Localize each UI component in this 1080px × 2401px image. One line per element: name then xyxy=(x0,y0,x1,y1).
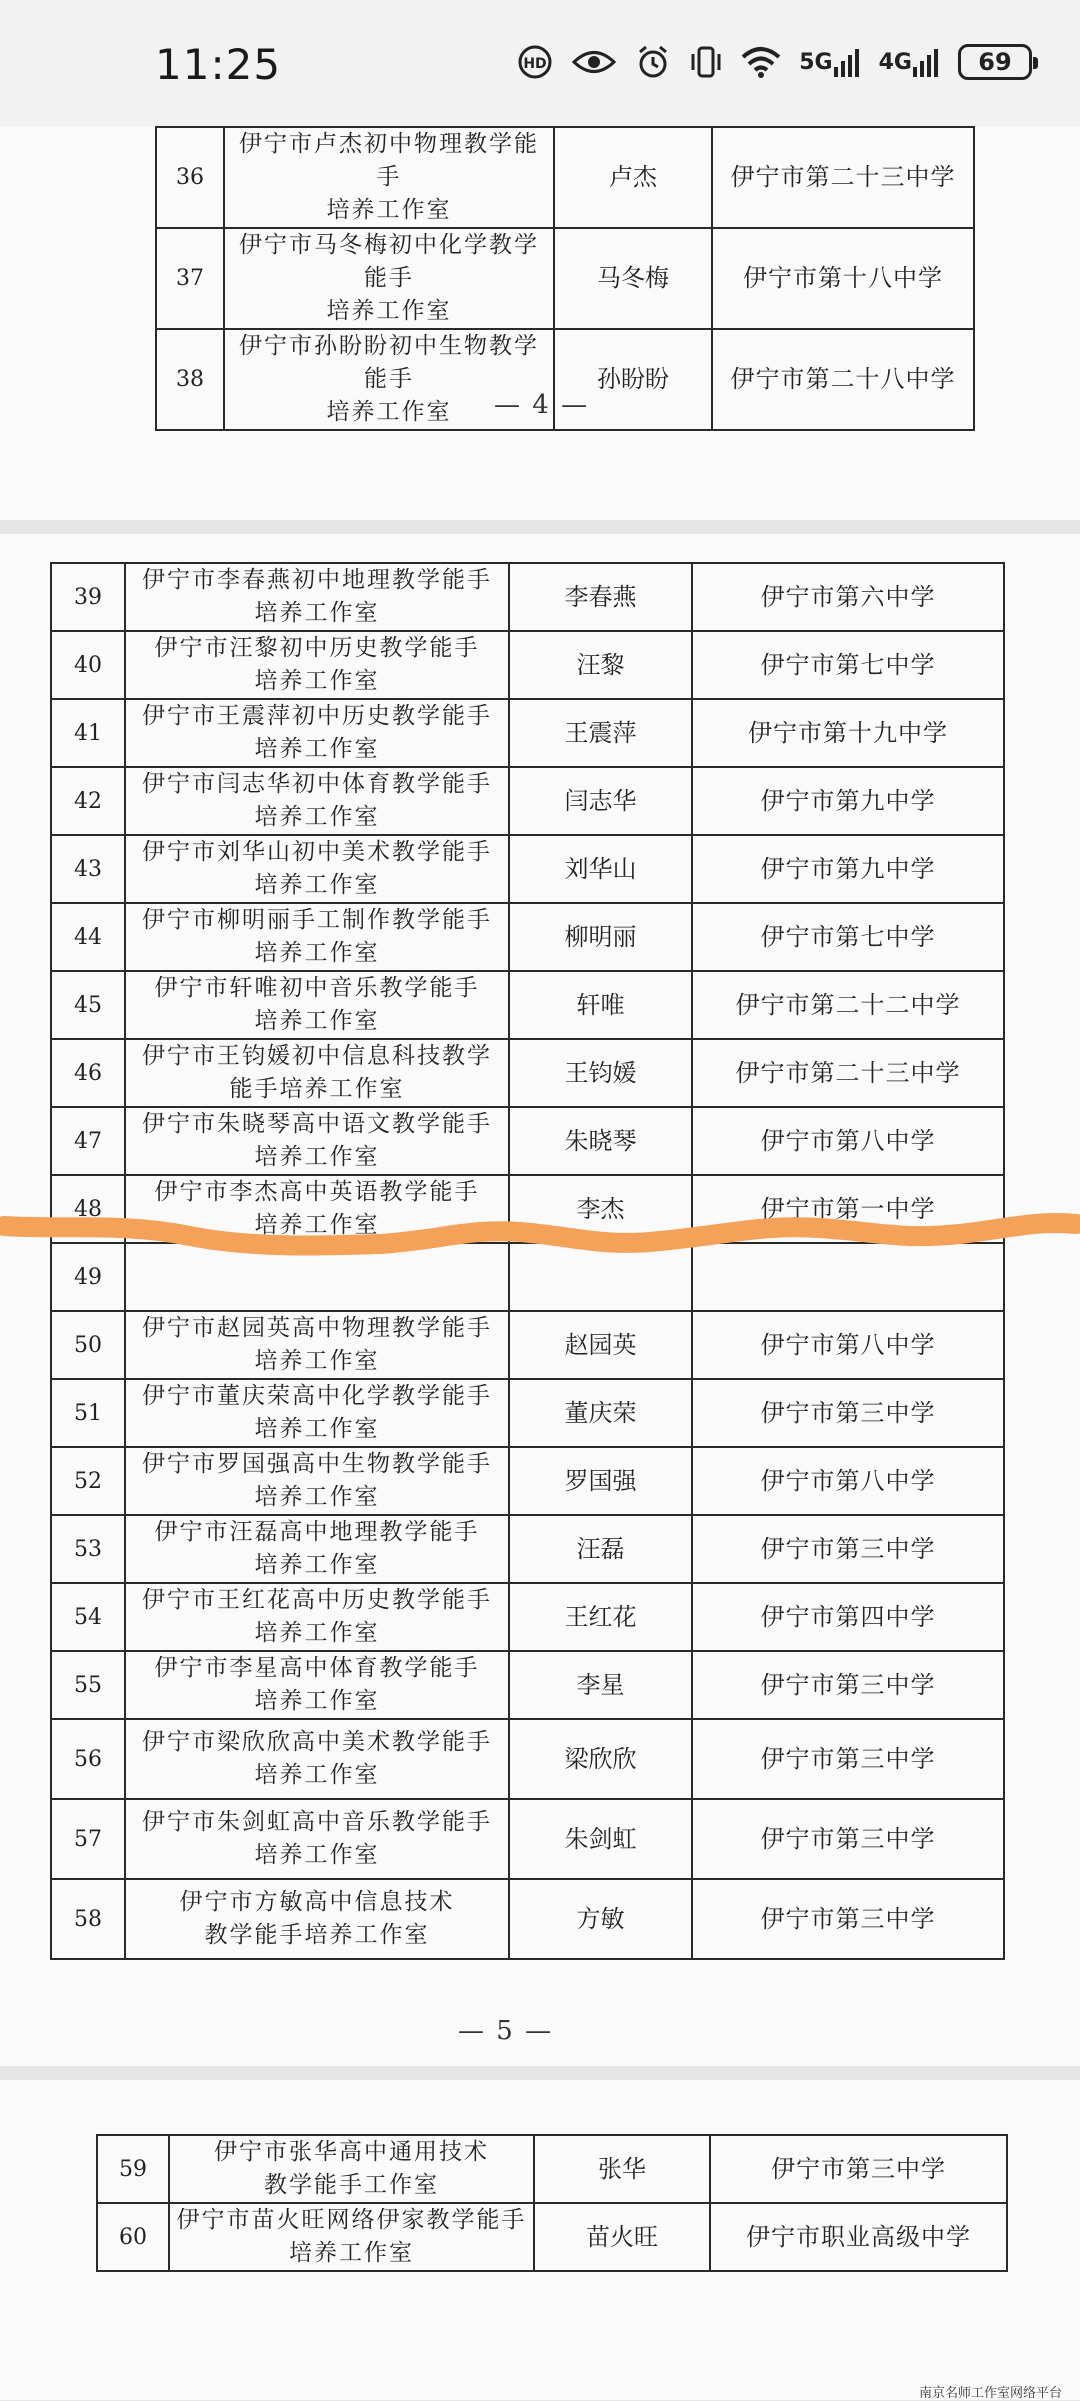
table-row xyxy=(97,2135,1007,2203)
workshop-name xyxy=(125,1799,509,1879)
workshop-name-line-2: 培养工作室 xyxy=(254,1212,380,1238)
leader-name: 赵园英 xyxy=(509,1311,692,1379)
school-name: 伊宁市第十八中学 xyxy=(712,228,974,329)
row-number: 50 xyxy=(51,1311,125,1379)
school-name: 伊宁市第二十三中学 xyxy=(692,1039,1004,1107)
school-name: 伊宁市第三中学 xyxy=(692,1515,1004,1583)
leader-name: 刘华山 xyxy=(509,835,692,903)
row-number: 43 xyxy=(51,835,125,903)
workshop-name-line-1: 伊宁市刘华山初中美术教学能手 xyxy=(142,839,492,865)
table-row xyxy=(51,1243,1004,1311)
school-name: 伊宁市第三中学 xyxy=(710,2135,1007,2203)
row-number: 54 xyxy=(51,1583,125,1651)
workshop-name-line-1: 伊宁市朱剑虹高中音乐教学能手 xyxy=(142,1809,492,1835)
leader-name: 汪黎 xyxy=(509,631,692,699)
table-row xyxy=(51,699,1004,767)
leader-name: 王震萍 xyxy=(509,699,692,767)
signal-5g-label: 5G xyxy=(799,49,833,75)
workshop-name-line-1: 伊宁市轩唯初中音乐教学能手 xyxy=(154,975,480,1001)
document-page-4 xyxy=(0,126,1080,520)
workshop-name-line-1: 伊宁市赵园英高中物理教学能手 xyxy=(142,1315,492,1341)
workshop-name-line-2: 能手培养工作室 xyxy=(229,1076,405,1102)
workshop-name-line-1: 伊宁市王红花高中历史教学能手 xyxy=(142,1587,492,1613)
leader-name: 王钧媛 xyxy=(509,1039,692,1107)
table-row xyxy=(51,767,1004,835)
row-number: 47 xyxy=(51,1107,125,1175)
page-number: — 4 — xyxy=(494,390,590,420)
row-number: 53 xyxy=(51,1515,125,1583)
row-number: 58 xyxy=(51,1879,125,1959)
school-name: 伊宁市第八中学 xyxy=(692,1447,1004,1515)
eye-icon xyxy=(571,47,617,77)
workshop-name-line-1: 伊宁市方敏高中信息技术 xyxy=(179,1889,455,1915)
workshop-name-line-2: 培养工作室 xyxy=(254,872,380,898)
table-row xyxy=(156,127,974,228)
signal-4g-label: 4G xyxy=(878,49,912,75)
leader-name: 董庆荣 xyxy=(509,1379,692,1447)
workshop-name-line-1: 伊宁市李春燕初中地理教学能手 xyxy=(142,567,492,593)
row-number: 52 xyxy=(51,1447,125,1515)
workshop-name-line-2: 培养工作室 xyxy=(254,1416,380,1442)
leader-name: 李杰 xyxy=(509,1175,692,1243)
table-row xyxy=(51,1719,1004,1799)
leader-name: 王红花 xyxy=(509,1583,692,1651)
workshop-name xyxy=(125,699,509,767)
table-row xyxy=(51,971,1004,1039)
school-name: 伊宁市第七中学 xyxy=(692,903,1004,971)
leader-name: 轩唯 xyxy=(509,971,692,1039)
workshop-name-line-1: 伊宁市柳明丽手工制作教学能手 xyxy=(142,907,492,933)
workshop-name xyxy=(125,1515,509,1583)
row-number: 41 xyxy=(51,699,125,767)
leader-name: 李春燕 xyxy=(509,563,692,631)
row-number: 39 xyxy=(51,563,125,631)
workshop-name-line-2: 培养工作室 xyxy=(254,1144,380,1170)
school-name: 伊宁市职业高级中学 xyxy=(710,2203,1007,2271)
school-name: 伊宁市第三中学 xyxy=(692,1379,1004,1447)
workshop-name-line-2: 培养工作室 xyxy=(254,736,380,762)
row-number: 45 xyxy=(51,971,125,1039)
document-page-5 xyxy=(0,534,1080,2066)
table-row xyxy=(51,903,1004,971)
workshop-name-line-2: 培养工作室 xyxy=(254,600,380,626)
leader-name: 罗国强 xyxy=(509,1447,692,1515)
workshop-name xyxy=(125,631,509,699)
workshop-name-line-2: 教学能手培养工作室 xyxy=(204,1922,430,1948)
document-page-6 xyxy=(0,2080,1080,2400)
workshop-name-line-1: 伊宁市李星高中体育教学能手 xyxy=(154,1655,480,1681)
workshop-name xyxy=(125,1583,509,1651)
workshop-name-line-2: 培养工作室 xyxy=(289,2240,414,2266)
workshop-table-page-6 xyxy=(96,2134,1008,2272)
leader-name: 闫志华 xyxy=(509,767,692,835)
workshop-name xyxy=(125,1243,509,1311)
workshop-name xyxy=(169,2203,534,2271)
workshop-name-line-2: 培养工作室 xyxy=(254,1484,380,1510)
school-name: 伊宁市第八中学 xyxy=(692,1311,1004,1379)
leader-name: 汪磊 xyxy=(509,1515,692,1583)
row-number: 37 xyxy=(156,228,224,329)
row-number: 56 xyxy=(51,1719,125,1799)
table-row xyxy=(97,2203,1007,2271)
row-number: 60 xyxy=(97,2203,169,2271)
school-name: 伊宁市第九中学 xyxy=(692,835,1004,903)
row-number: 49 xyxy=(51,1243,125,1311)
workshop-name xyxy=(125,1379,509,1447)
leader-name: 方敏 xyxy=(509,1879,692,1959)
school-name: 伊宁市第三中学 xyxy=(692,1879,1004,1959)
table-row xyxy=(51,1379,1004,1447)
workshop-name xyxy=(125,835,509,903)
row-number: 36 xyxy=(156,127,224,228)
school-name: 伊宁市第三中学 xyxy=(692,1719,1004,1799)
signal-4g-icon xyxy=(879,47,940,77)
watermark: 南京名师工作室网络平台 xyxy=(918,2386,1062,2401)
workshop-name-line-2: 培养工作室 xyxy=(254,668,380,694)
row-number: 46 xyxy=(51,1039,125,1107)
page-number: — 5 — xyxy=(458,2016,554,2046)
leader-name: 李星 xyxy=(509,1651,692,1719)
wifi-icon xyxy=(741,46,781,78)
workshop-name-line-2: 培养工作室 xyxy=(254,1008,380,1034)
workshop-name-line-1: 伊宁市马冬梅初中化学教学能手 xyxy=(239,232,539,291)
school-name: 伊宁市第十九中学 xyxy=(692,699,1004,767)
table-row xyxy=(51,1583,1004,1651)
school-name xyxy=(692,1243,1004,1311)
workshop-table-page-5 xyxy=(50,562,1005,1960)
row-number: 44 xyxy=(51,903,125,971)
school-name: 伊宁市第七中学 xyxy=(692,631,1004,699)
workshop-name xyxy=(125,563,509,631)
leader-name: 朱剑虹 xyxy=(509,1799,692,1879)
row-number: 57 xyxy=(51,1799,125,1879)
workshop-name-line-2: 培养工作室 xyxy=(254,1348,380,1374)
workshop-name-line-1: 伊宁市梁欣欣高中美术教学能手 xyxy=(142,1729,492,1755)
workshop-name-line-1: 伊宁市汪磊高中地理教学能手 xyxy=(154,1519,480,1545)
leader-name: 柳明丽 xyxy=(509,903,692,971)
table-row xyxy=(156,228,974,329)
table-row xyxy=(51,835,1004,903)
workshop-name-line-2: 培养工作室 xyxy=(326,399,452,425)
workshop-name-line-1: 伊宁市张华高中通用技术 xyxy=(214,2139,489,2165)
workshop-name xyxy=(125,1719,509,1799)
table-row xyxy=(51,1175,1004,1243)
workshop-name xyxy=(125,767,509,835)
table-row xyxy=(51,631,1004,699)
workshop-name xyxy=(125,1175,509,1243)
workshop-name-line-2: 培养工作室 xyxy=(254,1552,380,1578)
school-name: 伊宁市第三中学 xyxy=(692,1799,1004,1879)
school-name: 伊宁市第二十八中学 xyxy=(712,329,974,430)
clock: 11:25 xyxy=(155,40,282,89)
workshop-name-line-1: 伊宁市卢杰初中物理教学能手 xyxy=(239,131,539,190)
table-row xyxy=(51,563,1004,631)
table-row xyxy=(51,1447,1004,1515)
workshop-name-line-1: 伊宁市王钧媛初中信息科技教学 xyxy=(142,1043,492,1069)
workshop-name xyxy=(125,1879,509,1959)
row-number: 48 xyxy=(51,1175,125,1243)
table-row xyxy=(51,1515,1004,1583)
workshop-name-line-1: 伊宁市苗火旺网络伊家教学能手 xyxy=(176,2207,527,2233)
workshop-name xyxy=(125,1311,509,1379)
workshop-name xyxy=(224,228,554,329)
workshop-name-line-1: 伊宁市闫志华初中体育教学能手 xyxy=(142,771,492,797)
table-row xyxy=(51,1107,1004,1175)
hd-call-icon xyxy=(517,44,553,80)
workshop-name xyxy=(224,127,554,228)
workshop-name xyxy=(125,1107,509,1175)
workshop-name-line-1: 伊宁市王震萍初中历史教学能手 xyxy=(142,703,492,729)
workshop-name-line-2: 教学能手工作室 xyxy=(264,2172,439,2198)
table-row xyxy=(51,1039,1004,1107)
workshop-name-line-2: 培养工作室 xyxy=(326,197,452,223)
leader-name: 梁欣欣 xyxy=(509,1719,692,1799)
row-number: 51 xyxy=(51,1379,125,1447)
workshop-name-line-2: 培养工作室 xyxy=(254,1620,380,1646)
table-row xyxy=(51,1799,1004,1879)
workshop-name xyxy=(125,971,509,1039)
workshop-name-line-2: 培养工作室 xyxy=(254,1842,380,1868)
school-name: 伊宁市第九中学 xyxy=(692,767,1004,835)
workshop-name-line-1: 伊宁市董庆荣高中化学教学能手 xyxy=(142,1383,492,1409)
workshop-name-line-2: 培养工作室 xyxy=(326,298,452,324)
workshop-name xyxy=(125,1039,509,1107)
table-row xyxy=(51,1879,1004,1959)
school-name: 伊宁市第二十二中学 xyxy=(692,971,1004,1039)
workshop-name-line-1: 伊宁市孙盼盼初中生物教学能手 xyxy=(239,333,539,392)
table-row xyxy=(51,1311,1004,1379)
row-number: 55 xyxy=(51,1651,125,1719)
workshop-name xyxy=(125,903,509,971)
table-row xyxy=(51,1651,1004,1719)
workshop-name-line-1: 伊宁市朱晓琴高中语文教学能手 xyxy=(142,1111,492,1137)
school-name: 伊宁市第一中学 xyxy=(692,1175,1004,1243)
row-number: 40 xyxy=(51,631,125,699)
signal-5g-icon xyxy=(799,47,860,77)
leader-name: 张华 xyxy=(534,2135,710,2203)
battery-icon: 69 xyxy=(958,44,1032,80)
row-number: 42 xyxy=(51,767,125,835)
workshop-name-line-2: 培养工作室 xyxy=(254,804,380,830)
workshop-name-line-2: 培养工作室 xyxy=(254,1688,380,1714)
workshop-name xyxy=(125,1651,509,1719)
row-number: 38 xyxy=(156,329,224,430)
workshop-name-line-1: 伊宁市汪黎初中历史教学能手 xyxy=(154,635,480,661)
workshop-name xyxy=(169,2135,534,2203)
workshop-name xyxy=(125,1447,509,1515)
vibrate-icon xyxy=(689,44,723,80)
school-name: 伊宁市第四中学 xyxy=(692,1583,1004,1651)
school-name: 伊宁市第八中学 xyxy=(692,1107,1004,1175)
leader-name: 朱晓琴 xyxy=(509,1107,692,1175)
leader-name: 卢杰 xyxy=(554,127,712,228)
leader-name: 苗火旺 xyxy=(534,2203,710,2271)
school-name: 伊宁市第三中学 xyxy=(692,1651,1004,1719)
workshop-name-line-2: 培养工作室 xyxy=(254,940,380,966)
status-bar xyxy=(0,0,1080,126)
workshop-table-page-4 xyxy=(155,126,975,431)
workshop-name-line-1: 伊宁市罗国强高中生物教学能手 xyxy=(142,1451,492,1477)
row-number: 59 xyxy=(97,2135,169,2203)
svg-text:HD: HD xyxy=(523,56,547,72)
leader-name: 马冬梅 xyxy=(554,228,712,329)
leader-name: 孙盼盼 xyxy=(554,329,712,430)
leader-name xyxy=(509,1243,692,1311)
workshop-name-line-1: 伊宁市李杰高中英语教学能手 xyxy=(154,1179,480,1205)
school-name: 伊宁市第二十三中学 xyxy=(712,127,974,228)
workshop-name-line-2: 培养工作室 xyxy=(254,1762,380,1788)
alarm-icon xyxy=(635,44,671,80)
school-name: 伊宁市第六中学 xyxy=(692,563,1004,631)
